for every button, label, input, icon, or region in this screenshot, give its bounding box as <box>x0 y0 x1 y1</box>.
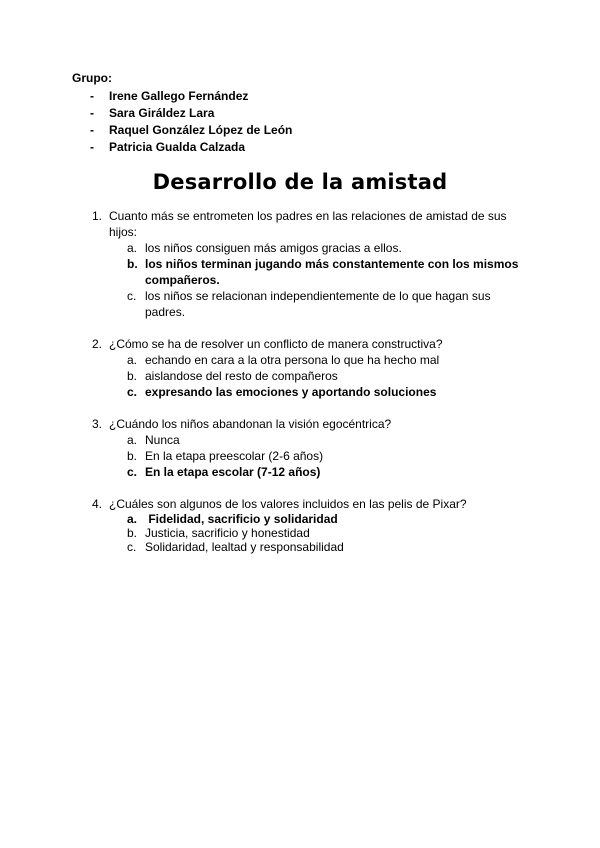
option-letter: c. <box>127 385 138 399</box>
option-letter: b. <box>127 449 138 463</box>
page-title: Desarrollo de la amistad <box>152 170 448 194</box>
option-letter: a. <box>127 433 138 447</box>
bullet-dash: - <box>90 140 94 154</box>
option-text: aislandose del resto de compañeros <box>145 369 338 383</box>
option-item <box>127 352 532 368</box>
option-item-correct <box>127 256 532 288</box>
option-text: Justicia, sacrificio y honestidad <box>145 526 310 540</box>
option-letter: c. <box>127 465 138 479</box>
option-text: Fidelidad, sacrificio y solidaridad <box>145 512 338 526</box>
option-letter: c. <box>127 289 137 303</box>
question-1 <box>92 208 532 320</box>
bullet-dash: - <box>90 106 94 120</box>
option-item <box>127 240 532 256</box>
option-item <box>127 368 532 384</box>
member-item <box>90 122 292 139</box>
option-letter: c. <box>127 540 137 554</box>
question-text: ¿Cuándo los niños abandonan la visión egocéntrica? <box>109 417 392 431</box>
question-2 <box>92 336 532 400</box>
question-number: 2. <box>92 337 103 351</box>
option-item <box>127 527 532 540</box>
question-number: 1. <box>92 209 103 223</box>
option-text: los niños consiguen más amigos gracias a ellos. <box>145 241 402 255</box>
option-item-correct <box>127 464 532 480</box>
option-letter: b. <box>127 526 138 540</box>
option-text: los niños terminan jugando más constantemente con los mismos compañeros. <box>145 257 519 287</box>
option-letter: a. <box>127 353 138 367</box>
question-text: ¿Cómo se ha de resolver un conflicto de manera constructiva? <box>109 337 443 351</box>
member-name: Sara Giráldez Lara <box>109 106 215 120</box>
option-item-correct <box>127 384 532 400</box>
member-name: Irene Gallego Fernández <box>109 89 249 103</box>
option-item <box>127 448 532 464</box>
options-list <box>92 352 532 400</box>
option-text: En la etapa escolar (7-12 años) <box>145 465 321 479</box>
member-item <box>90 105 292 122</box>
option-letter: a. <box>127 512 138 526</box>
question-text: Cuanto más se entrometen los padres en las relaciones de amistad de sus hijos: <box>109 209 507 239</box>
bullet-dash: - <box>90 89 94 103</box>
option-item-correct <box>127 512 532 527</box>
member-name: Raquel González López de León <box>109 123 293 137</box>
option-item <box>127 432 532 448</box>
options-list <box>92 512 532 554</box>
option-letter: b. <box>127 369 138 383</box>
options-list <box>92 432 532 480</box>
group-label: Grupo: <box>72 71 112 85</box>
member-item <box>90 88 292 105</box>
member-name: Patricia Gualda Calzada <box>109 140 246 154</box>
question-number: 4. <box>92 497 103 511</box>
question-3 <box>92 416 532 480</box>
option-text: Solidaridad, lealtad y responsabilidad <box>145 540 344 554</box>
question-text: ¿Cuáles son algunos de los valores incluidos en las pelis de Pixar? <box>109 497 467 511</box>
option-text: los niños se relacionan independientemente de lo que hagan sus padres. <box>145 289 491 319</box>
options-list <box>92 240 532 320</box>
question-4 <box>92 496 532 554</box>
option-item <box>127 540 532 554</box>
option-letter: a. <box>127 241 138 255</box>
option-text: En la etapa preescolar (2-6 años) <box>145 449 324 463</box>
option-text: expresando las emociones y aportando soluciones <box>145 385 437 399</box>
question-number: 3. <box>92 417 103 431</box>
option-text: echando en cara a la otra persona lo que ha hecho mal <box>145 353 440 367</box>
bullet-dash: - <box>90 123 94 137</box>
option-text: Nunca <box>145 433 180 447</box>
option-item <box>127 288 532 320</box>
member-item <box>90 139 292 156</box>
group-members-list <box>90 88 292 156</box>
option-letter: b. <box>127 257 138 271</box>
